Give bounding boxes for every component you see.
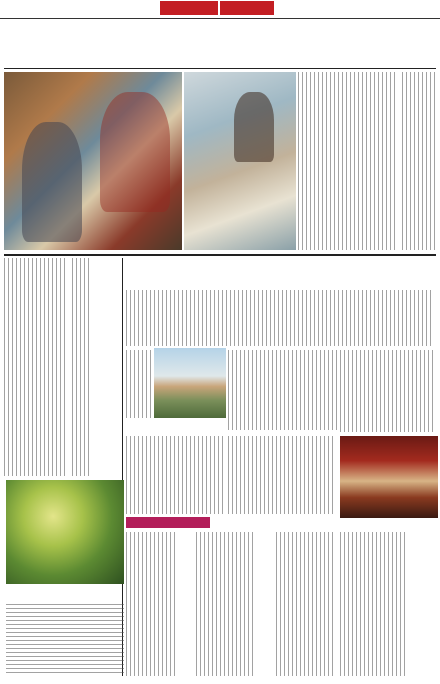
door-god-figure: [100, 92, 170, 212]
luzhou-body-text-3: [228, 350, 338, 430]
wushe-body-text-2: [228, 436, 336, 514]
rule-divider: [4, 254, 436, 256]
photo-culture-hall: [340, 436, 438, 518]
photo-temple-painting: [4, 72, 182, 250]
luzhou-body-text-2: [126, 350, 152, 418]
paper-logo-en: [220, 1, 274, 15]
photo-painter-portrait: [184, 72, 296, 250]
tradition-body-text: [340, 532, 406, 676]
wushe-body-text: [340, 350, 436, 432]
photo-ginkgo-tree: [6, 480, 124, 584]
lead-body-text: [298, 72, 398, 250]
lead-body-text-right: [402, 72, 436, 250]
paper-logo-cn: [160, 1, 218, 15]
edu-banner: [126, 517, 210, 528]
photo-temple-gate: [154, 348, 226, 418]
portrait-figure: [234, 92, 274, 162]
edu-body-text-2: [196, 532, 256, 676]
edu-body-text: [126, 532, 178, 676]
fo-body-text-2: [72, 258, 92, 476]
edu-body-text-3: [276, 532, 336, 676]
fo-body-text: [4, 258, 68, 476]
luzhou-body-text-4: [126, 436, 224, 514]
temple-body-text: [6, 604, 124, 676]
painter-figure: [22, 122, 82, 242]
rule-divider: [4, 68, 436, 69]
luzhou-body-text: [126, 290, 434, 346]
